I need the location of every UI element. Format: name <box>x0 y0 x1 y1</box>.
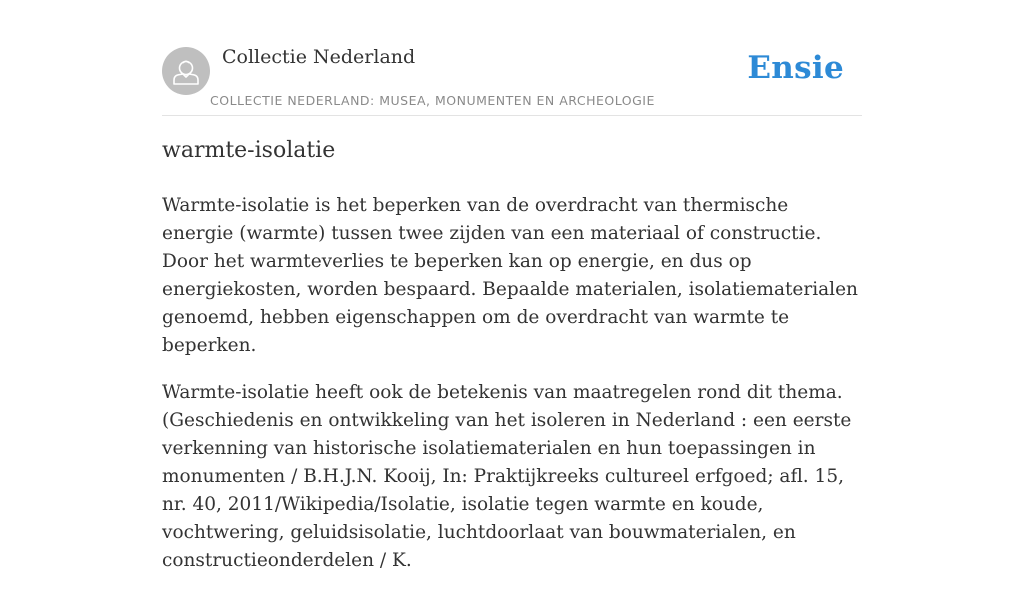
definition-paragraph: Warmte-isolatie heeft ook de betekenis van maatregelen rond dit thema. (Geschiedenis en ontwikkeling van het isoleren in Nederland : een eerste verkenning van historische isolatiematerialen en hun toepassingen in monumenten / B.H.J.N. Kooij, In: Praktijkreeks cultureel erfgoed; afl. 15, nr. 40, 2011/Wikipedia/Isolatie, isolatie tegen warmte en koude, vochtwering, geluidsisolatie, luchtdoorlaat van bouwmaterialen, en constructieonderdelen / K. <box>162 382 852 571</box>
source-name-link[interactable]: Collectie Nederland <box>222 46 416 68</box>
user-icon <box>162 47 210 95</box>
term-title: warmte-isolatie <box>162 138 336 163</box>
definition-paragraph: Warmte-isolatie is het beperken van de overdracht van thermische energie (warmte) tussen twee zijden van een materiaal of constructie. Door het warmteverlies te beperken kan op energie, en dus op energiekosten, worden bespaard. Bepaalde materialen, isolatiematerialen genoemd, hebben eigenschappen om de overdracht van warmte te beperken. <box>162 195 858 356</box>
definition-body <box>162 192 862 594</box>
header <box>162 40 862 116</box>
ensie-logo[interactable]: Ensie <box>747 50 844 86</box>
source-subtitle-link[interactable]: COLLECTIE NEDERLAND: MUSEA, MONUMENTEN EN ARCHEOLOGIE <box>210 93 655 108</box>
source-avatar[interactable] <box>162 47 210 95</box>
